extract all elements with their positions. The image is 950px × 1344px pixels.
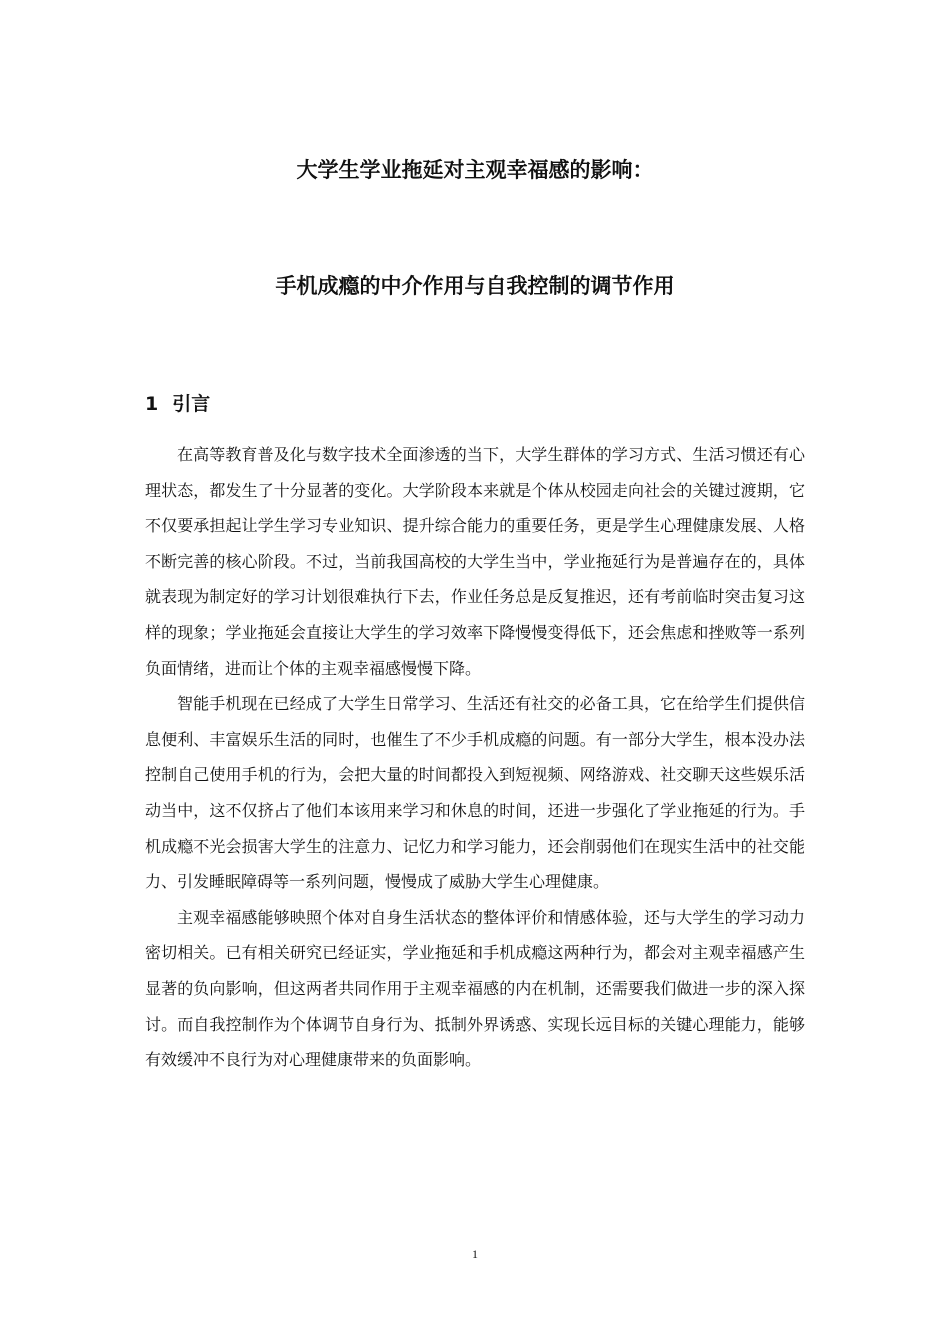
section-number: 1 <box>145 393 159 415</box>
body-paragraph-2: 智能手机现在已经成了大学生日常学习、生活还有社交的必备工具，它在给学生们提供信息便利、丰富娱乐生活的同时，也催生了不少手机成瘾的问题。有一部分大学生，根本没办法控制自己使用手机的行为，会把大量的时间都投入到短视频、网络游戏、社交聊天这些娱乐活动当中，这不仅挤占了他们本该用来学习和休息的时间，还进一步强化了学业拖延的行为。手机成瘾不光会损害大学生的注意力、记忆力和学习能力，还会削弱他们在现实生活中的社交能力、引发睡眠障碍等一系列问题，慢慢成了威胁大学生心理健康。 <box>145 694 805 892</box>
section-title: 引言 <box>172 393 211 415</box>
section-heading <box>145 390 210 418</box>
document-subtitle: 手机成瘾的中介作用与自我控制的调节作用 <box>275 274 675 298</box>
section-body <box>145 437 805 1078</box>
page-number: 1 <box>472 1247 478 1261</box>
body-paragraph-1: 在高等教育普及化与数字技术全面渗透的当下，大学生群体的学习方式、生活习惯还有心理状态，都发生了十分显著的变化。大学阶段本来就是个体从校园走向社会的关键过渡期，它不仅要承担起让学生学习专业知识、提升综合能力的重要任务，更是学生心理健康发展、人格不断完善的核心阶段。不过，当前我国高校的大学生当中，学业拖延行为是普遍存在的，具体就表现为制定好的学习计划很难执行下去，作业任务总是反复推迟，还有考前临时突击复习这样的现象；学业拖延会直接让大学生的学习效率下降慢慢变得低下，还会焦虑和挫败等一系列负面情绪，进而让个体的主观幸福感慢慢下降。 <box>145 445 805 678</box>
document-title: 大学生学业拖延对主观幸福感的影响： <box>296 158 654 182</box>
body-paragraph-3: 主观幸福感能够映照个体对自身生活状态的整体评价和情感体验，还与大学生的学习动力密切相关。已有相关研究已经证实，学业拖延和手机成瘾这两种行为，都会对主观幸福感产生显著的负向影响，但这两者共同作用于主观幸福感的内在机制，还需要我们做进一步的深入探讨。而自我控制作为个体调节自身行为、抵制外界诱惑、实现长远目标的关键心理能力，能够有效缓冲不良行为对心理健康带来的负面影响。 <box>145 907 805 1070</box>
